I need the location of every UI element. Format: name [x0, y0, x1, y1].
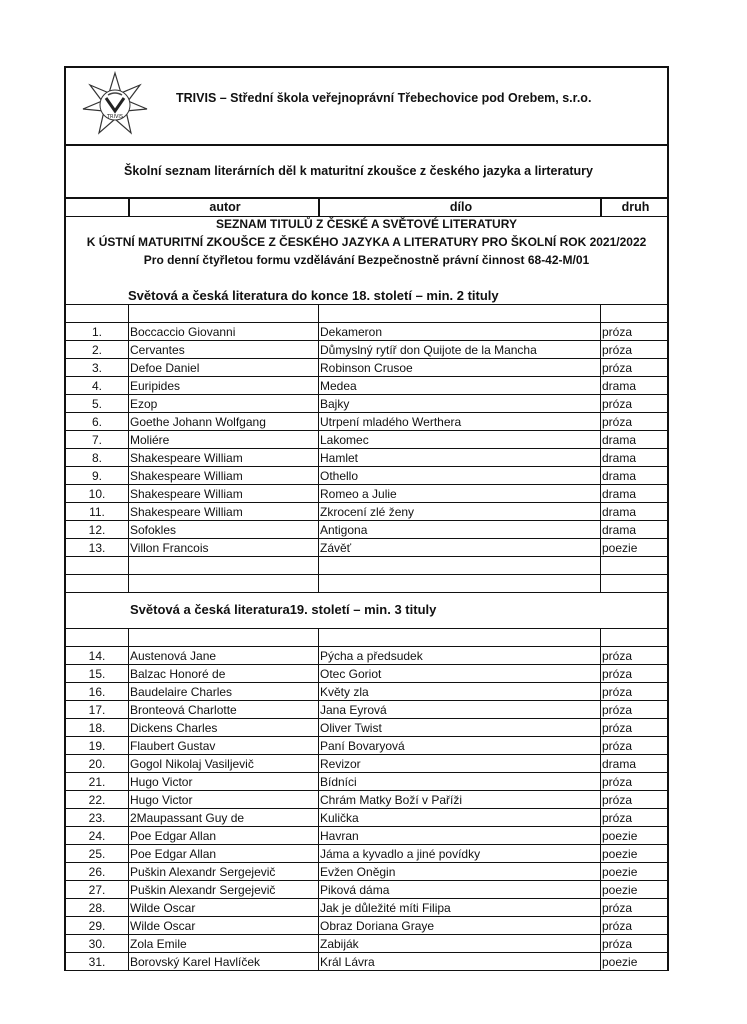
row-number: 28. [88, 901, 106, 915]
row-autor [128, 629, 318, 647]
row-dilo: Antigona [318, 521, 600, 539]
row-druh: próza [600, 809, 666, 827]
row-number: 2. [91, 343, 102, 357]
row-dilo: Zabiják [318, 935, 600, 953]
empty-row [64, 574, 669, 593]
row-druh: próza [600, 935, 666, 953]
row-autor: Shakespeare William [128, 485, 318, 503]
row-number: 5. [91, 397, 102, 411]
column-header-druh: druh [600, 199, 669, 216]
row-dilo: Král Lávra [318, 953, 600, 971]
row-number: 1. [91, 325, 102, 339]
row-number [66, 305, 128, 323]
row-druh [600, 575, 666, 593]
table-row [64, 340, 669, 359]
empty-row [64, 556, 669, 575]
row-number: 13. [88, 541, 106, 555]
row-autor: Gogol Nikolaj Vasiljevič [128, 755, 318, 773]
row-autor: Borovský Karel Havlíček [128, 953, 318, 971]
row-dilo: Chrám Matky Boží v Paříži [318, 791, 600, 809]
table-row [64, 826, 669, 845]
intro-line-3: Pro denní čtyřletou formu vzdělávání Bezpečnostně právní činnost 68-42-M/01 [143, 253, 590, 267]
row-dilo: Důmyslný rytíř don Quijote de la Mancha [318, 341, 600, 359]
row-dilo: Květy zla [318, 683, 600, 701]
row-dilo: Jana Eyrová [318, 701, 600, 719]
column-header-autor: autor [128, 199, 320, 216]
row-number: 7. [91, 433, 102, 447]
row-autor: Puškin Alexandr Sergejevič [128, 881, 318, 899]
row-druh: próza [600, 341, 666, 359]
row-dilo [318, 557, 600, 575]
row-autor: Cervantes [128, 341, 318, 359]
row-dilo: Lakomec [318, 431, 600, 449]
table-row [64, 772, 669, 791]
row-number: 11. [89, 505, 105, 519]
row-number: 29. [88, 919, 106, 933]
row-druh: drama [600, 503, 666, 521]
row-druh: próza [600, 917, 666, 935]
row-druh: drama [600, 467, 666, 485]
row-druh [600, 629, 666, 647]
row-dilo: Závěť [318, 539, 600, 557]
row-autor: Balzac Honoré de [128, 665, 318, 683]
row-dilo: Bajky [318, 395, 600, 413]
table-row [64, 880, 669, 899]
row-autor: Poe Edgar Allan [128, 827, 318, 845]
row-number: 18. [88, 721, 106, 735]
empty-row [64, 628, 669, 647]
row-autor: Puškin Alexandr Sergejevič [128, 863, 318, 881]
section-title: Světová a česká literatura do konce 18. století – min. 2 tituly [128, 288, 499, 303]
row-dilo: Jáma a kyvadlo a jiné povídky [318, 845, 600, 863]
row-druh: drama [600, 431, 666, 449]
row-number: 24. [88, 829, 106, 843]
row-druh: poezie [600, 539, 666, 557]
row-druh: próza [600, 647, 666, 665]
row-dilo: Pýcha a předsudek [318, 647, 600, 665]
row-druh: drama [600, 449, 666, 467]
table-row [64, 538, 669, 557]
row-druh: próza [600, 773, 666, 791]
row-dilo: Dekameron [318, 323, 600, 341]
row-autor: Bronteová Charlotte [128, 701, 318, 719]
row-druh: próza [600, 359, 666, 377]
row-number [66, 629, 128, 647]
row-druh: drama [600, 485, 666, 503]
row-druh: poezie [600, 827, 666, 845]
row-number: 15. [88, 667, 106, 681]
row-autor: Flaubert Gustav [128, 737, 318, 755]
row-autor: Goethe Johann Wolfgang [128, 413, 318, 431]
section-title-row [64, 592, 669, 629]
row-druh: próza [600, 323, 666, 341]
row-druh [600, 305, 666, 323]
row-number: 31. [88, 955, 106, 969]
row-druh: drama [600, 521, 666, 539]
row-autor: 2Maupassant Guy de [128, 809, 318, 827]
row-autor: Poe Edgar Allan [128, 845, 318, 863]
table-row [64, 412, 669, 431]
trivis-star-logo [80, 71, 150, 137]
table-row [64, 394, 669, 413]
column-header-number [66, 199, 128, 216]
row-dilo: Robinson Crusoe [318, 359, 600, 377]
logo-text: TRIVIS [106, 114, 124, 120]
row-druh: próza [600, 665, 666, 683]
row-number: 23. [88, 811, 106, 825]
row-dilo: Otec Goriot [318, 665, 600, 683]
intro-line-2: K ÚSTNÍ MATURITNÍ ZKOUŠCE Z ČESKÉHO JAZYKA A LITERATURY PRO ŠKOLNÍ ROK 2021/2022 [86, 235, 647, 249]
row-druh: próza [600, 737, 666, 755]
row-dilo [318, 305, 600, 323]
row-number: 20. [88, 757, 106, 771]
row-druh: próza [600, 413, 666, 431]
row-druh: poezie [600, 845, 666, 863]
section-title: Světová a česká literatura19. století – min. 3 tituly [130, 602, 437, 617]
table-row [64, 736, 669, 755]
row-druh: próza [600, 395, 666, 413]
table-row [64, 376, 669, 395]
row-dilo: Utrpení mladého Werthera [318, 413, 600, 431]
row-autor: Shakespeare William [128, 467, 318, 485]
row-dilo: Zkrocení zlé ženy [318, 503, 600, 521]
table-row [64, 466, 669, 485]
row-dilo: Paní Bovaryová [318, 737, 600, 755]
row-druh: próza [600, 899, 666, 917]
table-row [64, 430, 669, 449]
row-autor: Ezop [128, 395, 318, 413]
row-dilo: Obraz Doriana Graye [318, 917, 600, 935]
row-number: 8. [91, 451, 102, 465]
row-autor [128, 557, 318, 575]
row-druh: próza [600, 719, 666, 737]
table-row [64, 520, 669, 539]
row-number: 10. [88, 487, 106, 501]
row-number [66, 557, 128, 575]
row-druh: próza [600, 701, 666, 719]
row-number: 17. [88, 703, 106, 717]
row-druh: poezie [600, 953, 666, 971]
table-row [64, 934, 669, 953]
row-autor: Shakespeare William [128, 503, 318, 521]
row-number: 3. [91, 361, 102, 375]
row-dilo: Jak je důležité míti Filipa [318, 899, 600, 917]
subtitle-box [64, 142, 669, 197]
table-row [64, 664, 669, 683]
table-row [64, 808, 669, 827]
row-number: 21. [88, 775, 106, 789]
row-dilo: Othello [318, 467, 600, 485]
row-druh: drama [600, 377, 666, 395]
row-autor: Boccaccio Giovanni [128, 323, 318, 341]
table-row [64, 718, 669, 737]
row-number: 30. [88, 937, 106, 951]
row-dilo: Kulička [318, 809, 600, 827]
row-dilo [318, 575, 600, 593]
row-number: 26. [88, 865, 106, 879]
row-autor: Wilde Oscar [128, 899, 318, 917]
row-autor: Shakespeare William [128, 449, 318, 467]
row-autor: Wilde Oscar [128, 917, 318, 935]
empty-row [64, 304, 669, 323]
table-row [64, 754, 669, 773]
table-bottom-border [64, 970, 669, 971]
row-number: 19. [88, 739, 106, 753]
row-dilo: Evžen Oněgin [318, 863, 600, 881]
table-row [64, 862, 669, 881]
row-autor: Euripides [128, 377, 318, 395]
table-row [64, 790, 669, 809]
row-autor: Moliére [128, 431, 318, 449]
table-row [64, 916, 669, 935]
row-number: 22. [88, 793, 106, 807]
table-row [64, 682, 669, 701]
row-dilo: Oliver Twist [318, 719, 600, 737]
row-dilo: Hamlet [318, 449, 600, 467]
row-autor: Austenová Jane [128, 647, 318, 665]
row-autor [128, 575, 318, 593]
row-dilo [318, 629, 600, 647]
document-subtitle: Školní seznam literárních děl k maturitní zkoušce z českého jazyka a lirteratury [124, 164, 593, 178]
column-header-row [64, 197, 669, 217]
table-row [64, 700, 669, 719]
row-autor: Hugo Victor [128, 791, 318, 809]
row-autor: Zola Emile [128, 935, 318, 953]
row-dilo: Piková dáma [318, 881, 600, 899]
row-autor [128, 305, 318, 323]
row-autor: Villon Francois [128, 539, 318, 557]
row-number: 9. [91, 469, 102, 483]
row-number: 4. [91, 379, 102, 393]
table-row [64, 898, 669, 917]
table-row [64, 844, 669, 863]
row-druh: próza [600, 791, 666, 809]
table-row [64, 358, 669, 377]
row-dilo: Medea [318, 377, 600, 395]
column-header-dilo: dílo [318, 199, 602, 216]
row-dilo: Bídníci [318, 773, 600, 791]
row-druh: poezie [600, 881, 666, 899]
row-autor: Hugo Victor [128, 773, 318, 791]
school-name: TRIVIS – Střední škola veřejnoprávní Třebechovice pod Orebem, s.r.o. [176, 91, 592, 105]
row-dilo: Havran [318, 827, 600, 845]
intro-line-1: SEZNAM TITULŮ Z ČESKÉ A SVĚTOVÉ LITERATURY [216, 217, 517, 231]
row-number [66, 575, 128, 593]
row-autor: Dickens Charles [128, 719, 318, 737]
row-druh: drama [600, 755, 666, 773]
row-autor: Sofokles [128, 521, 318, 539]
row-autor: Baudelaire Charles [128, 683, 318, 701]
row-autor: Defoe Daniel [128, 359, 318, 377]
row-dilo: Romeo a Julie [318, 485, 600, 503]
table-row [64, 484, 669, 503]
table-row [64, 502, 669, 521]
row-druh: poezie [600, 863, 666, 881]
row-number: 6. [91, 415, 102, 429]
row-number: 27. [88, 883, 106, 897]
header-box [64, 66, 669, 146]
row-number: 14. [88, 649, 106, 663]
table-row [64, 448, 669, 467]
row-number: 12. [88, 523, 106, 537]
row-dilo: Revizor [318, 755, 600, 773]
row-druh: próza [600, 683, 666, 701]
table-row [64, 646, 669, 665]
row-number: 25. [88, 847, 106, 861]
table-row [64, 322, 669, 341]
row-druh [600, 557, 666, 575]
table-row [64, 952, 669, 971]
row-number: 16. [88, 685, 106, 699]
